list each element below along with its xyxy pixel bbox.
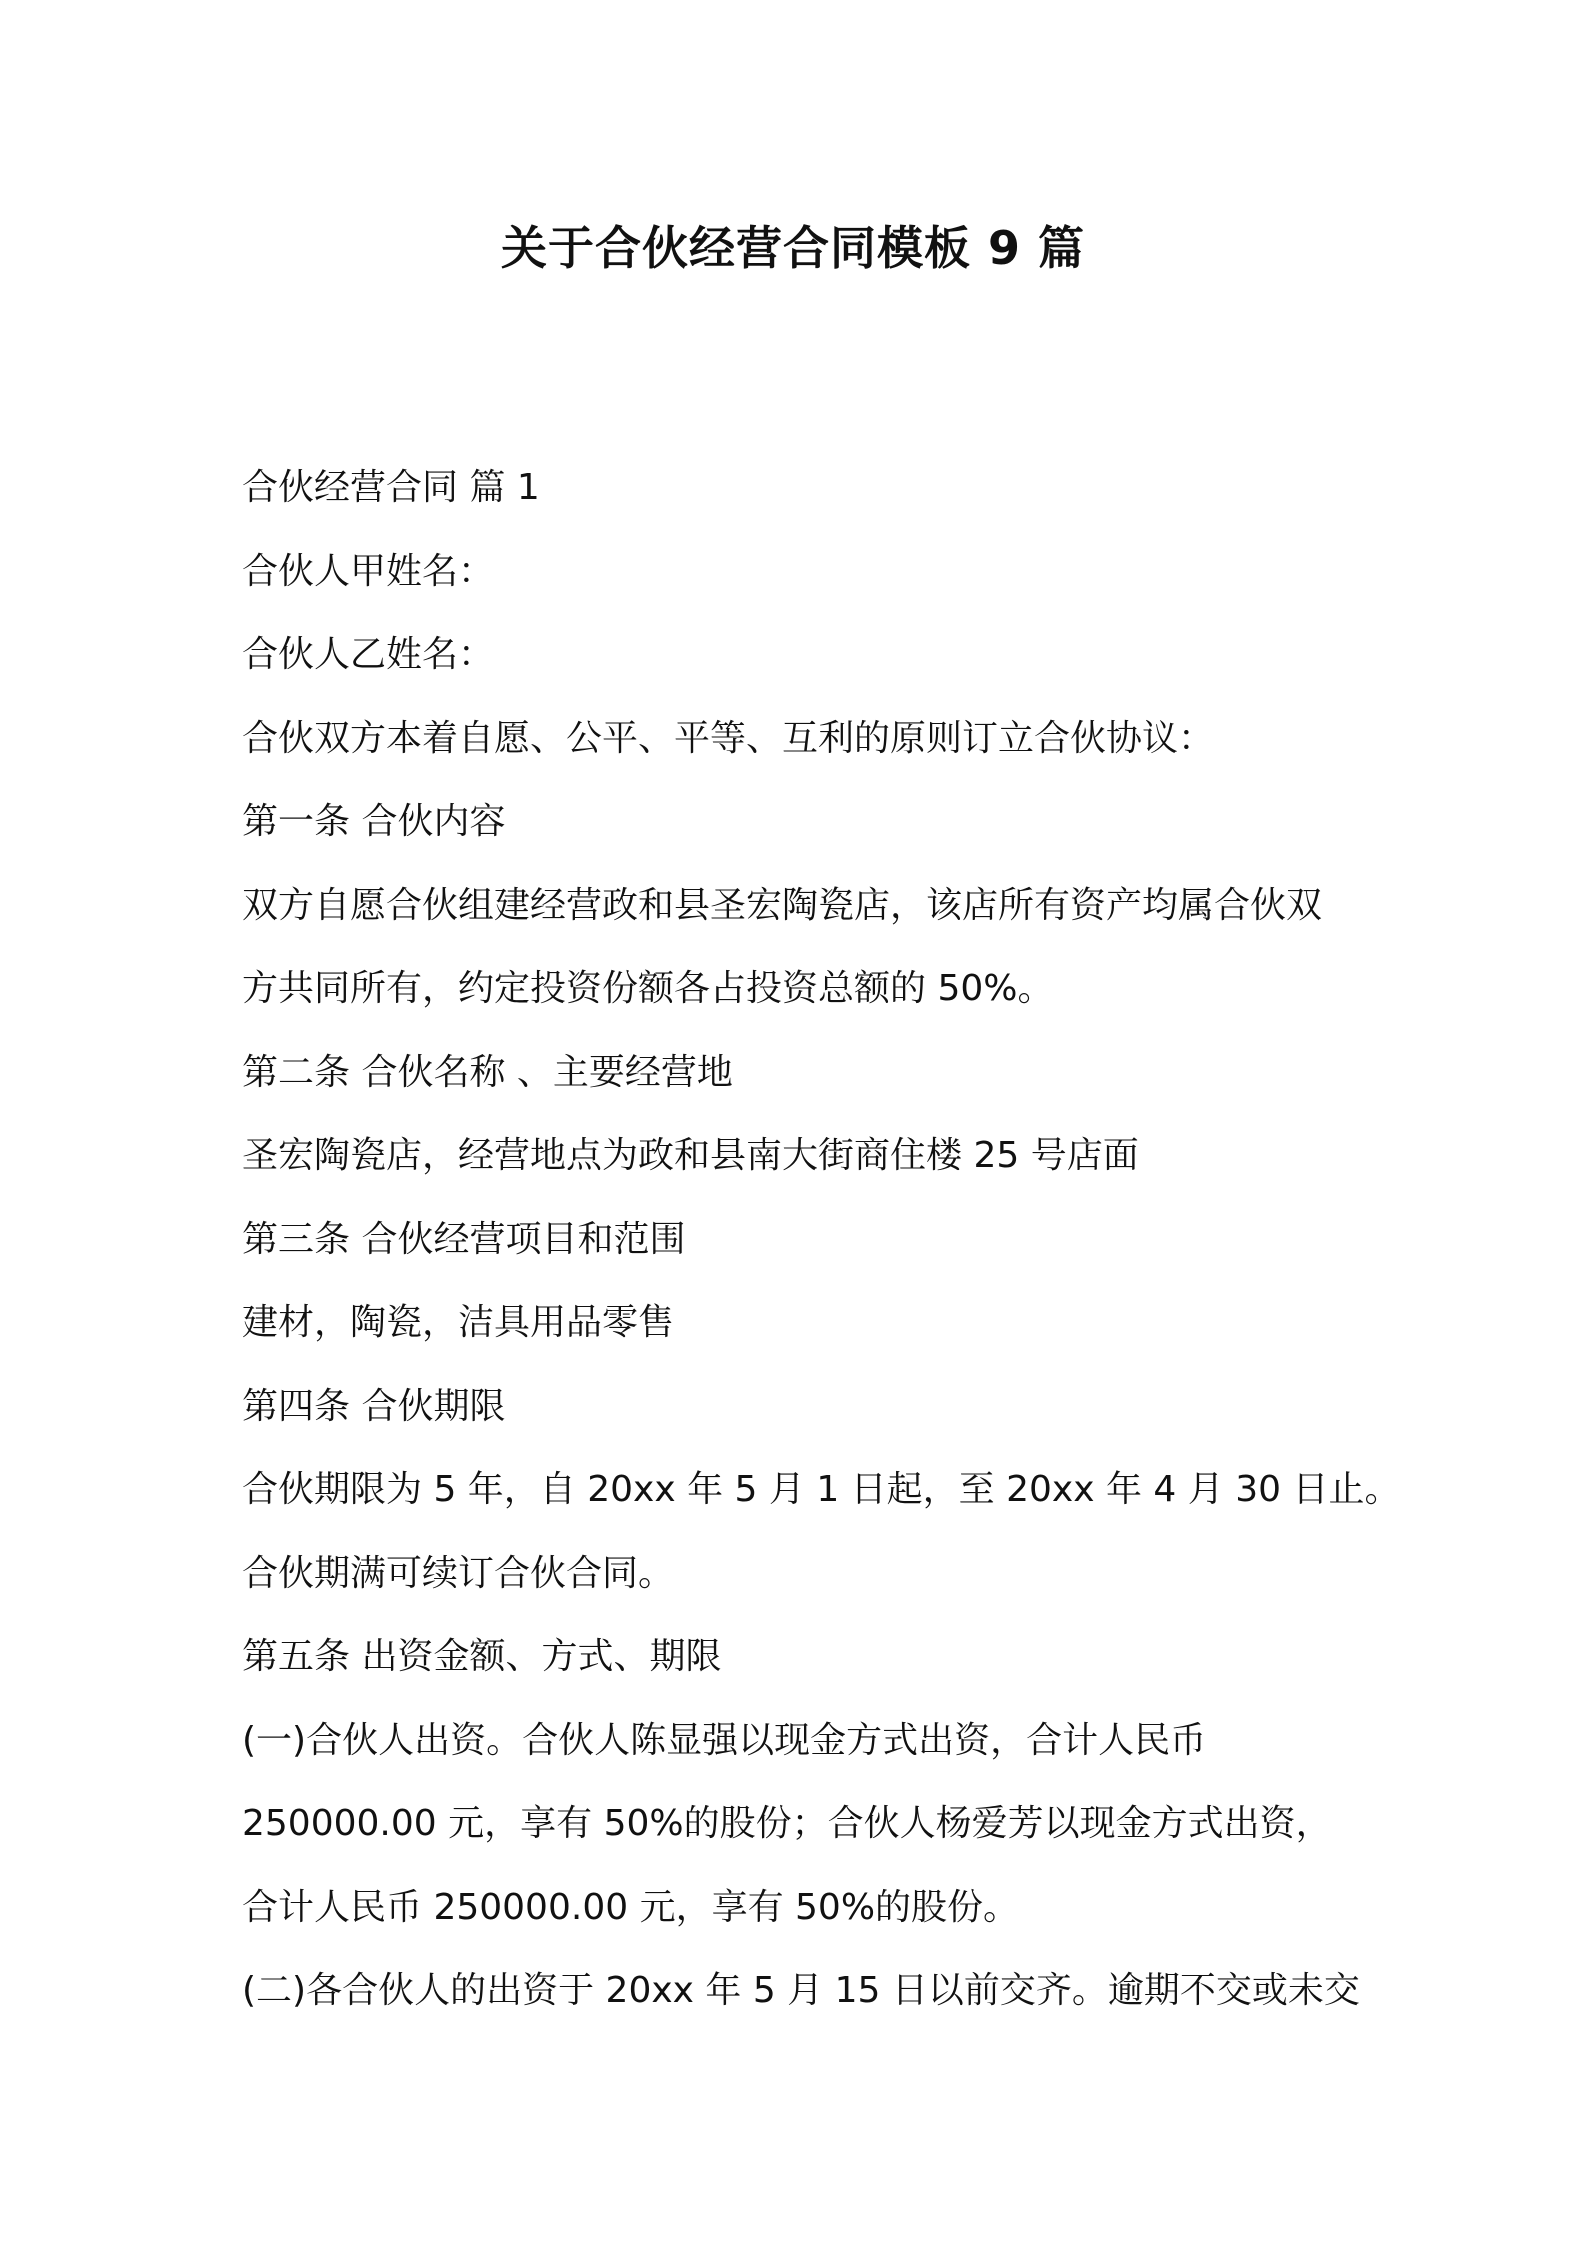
article-5-text-line: (一)合伙人出资。合伙人陈显强以现金方式出资，合计人民币	[242, 1719, 1207, 1761]
document-body	[242, 446, 1401, 2033]
article-5-text-line: 合计人民币 250000.00 元，享有 50%的股份。	[242, 1886, 1020, 1928]
article-4-heading: 第四条 合伙期限	[242, 1385, 506, 1427]
partner-a-name-line: 合伙人甲姓名：	[242, 550, 495, 592]
partner-b-name-line: 合伙人乙姓名：	[242, 634, 495, 675]
article-4-text-line: 合伙期限为 5 年，自 20xx 年 5 月 1 日起，至 20xx 年 4 月 30 日止。	[242, 1469, 1401, 1510]
article-2-text-line: 圣宏陶瓷店，经营地点为政和县南大街商住楼 25 号店面	[242, 1135, 1139, 1176]
article-4-text-line: 合伙期满可续订合伙合同。	[242, 1552, 675, 1594]
section-heading: 合伙经营合同 篇 1	[242, 467, 540, 508]
article-1-heading: 第一条 合伙内容	[242, 801, 506, 842]
article-3-text-line: 建材，陶瓷，洁具用品零售	[242, 1302, 675, 1343]
article-5-heading: 第五条 出资金额、方式、期限	[242, 1636, 722, 1677]
article-5-text-line: 250000.00 元，享有 50%的股份；合伙人杨爱芳以现金方式出资，	[242, 1803, 1332, 1844]
article-1-text-line: 双方自愿合伙组建经营政和县圣宏陶瓷店，该店所有资产均属合伙双	[242, 884, 1323, 926]
article-5-text-line: (二)各合伙人的出资于 20xx 年 5 月 15 日以前交齐。逾期不交或未交	[242, 1970, 1360, 2011]
article-2-heading: 第二条 合伙名称 、主要经营地	[242, 1051, 733, 1093]
document-title: 关于合伙经营合同模板 9 篇	[500, 221, 1086, 275]
article-1-text-line: 方共同所有，约定投资份额各占投资总额的 50%。	[242, 968, 1054, 1009]
preamble-line: 合伙双方本着自愿、公平、平等、互利的原则订立合伙协议：	[242, 717, 1215, 759]
article-3-heading: 第三条 合伙经营项目和范围	[242, 1218, 686, 1260]
